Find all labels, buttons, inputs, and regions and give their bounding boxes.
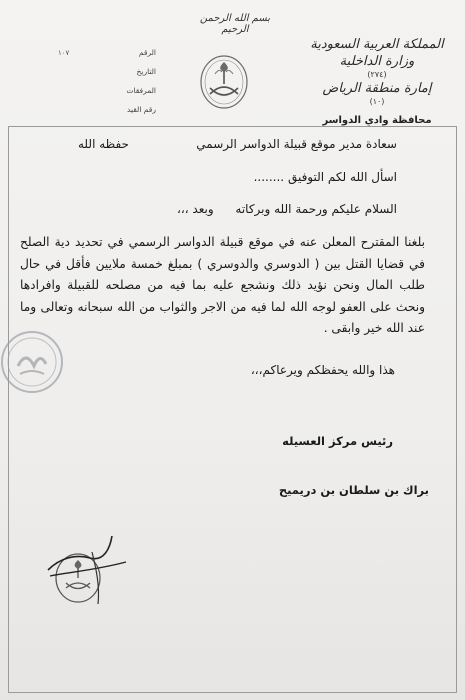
signer-name: براك بن سلطان بن دريميح: [278, 483, 429, 497]
ministry-code-2: (١٠): [369, 97, 385, 106]
letter-body: بلغنا المقترح المعلن عنه في موقع قبيلة الدواسر الرسمي في تحديد دية الصلح في قضايا القتل بين ( الدوسري والدوسري ) بمبلغ خمسة ملايين فأقل في حال طلب المال ونحن نؤيد ذلك ونشجع عليه بما فيه من مصلحه للقبيلة وافرادها ونحث على العفو لوجه الله لما فيه من الاجر والثواب من الله سبحانه وتعالى وما عند الله خير وابقى .: [20, 235, 425, 335]
field-attachments-label: المرفقات: [126, 86, 156, 95]
greeting: السلام عليكم ورحمة الله وبركاته: [235, 202, 397, 216]
after-greeting: وبعد ،،،: [177, 202, 214, 216]
field-date-label: التاريخ: [136, 67, 156, 76]
field-registry-label: رقم القيد: [127, 105, 156, 114]
field-number: [58, 43, 156, 62]
governorate-name: محافظة وادي الدواسر: [322, 115, 432, 126]
ministry-line-2: وزارة الداخلية: [339, 54, 415, 69]
basmala: بسم الله الرحمن الرحيم: [199, 13, 271, 35]
field-registry: [58, 100, 156, 119]
signer-title: رئيس مركز العسيله: [282, 434, 393, 448]
field-number-label: الرقم: [138, 48, 156, 57]
ministry-code-1: (٢٧٤): [367, 70, 387, 79]
official-seal-and-signature-icon: [40, 528, 140, 628]
ministry-line-1: المملكة العربية السعودية: [310, 37, 444, 52]
ministry-header: [307, 36, 447, 126]
field-attachments: [58, 81, 156, 100]
addressee: سعادة مدير موقع قبيلة الدواسر الرسمي: [196, 137, 397, 151]
saudi-emblem-icon: [198, 50, 250, 110]
field-date: [58, 62, 156, 81]
opening-wish: اسأل الله لكم التوفيق ........: [253, 170, 397, 184]
reference-fields: [58, 43, 156, 119]
tribe-watermark-stamp-icon: [0, 322, 70, 402]
honorific: حفظه الله: [78, 137, 129, 151]
field-number-value: ١٠٧: [58, 48, 70, 57]
ministry-line-3: إمارة منطقة الرياض: [322, 81, 432, 96]
closing-line: هذا والله يحفظكم ويرعاكم،،،: [250, 363, 395, 377]
